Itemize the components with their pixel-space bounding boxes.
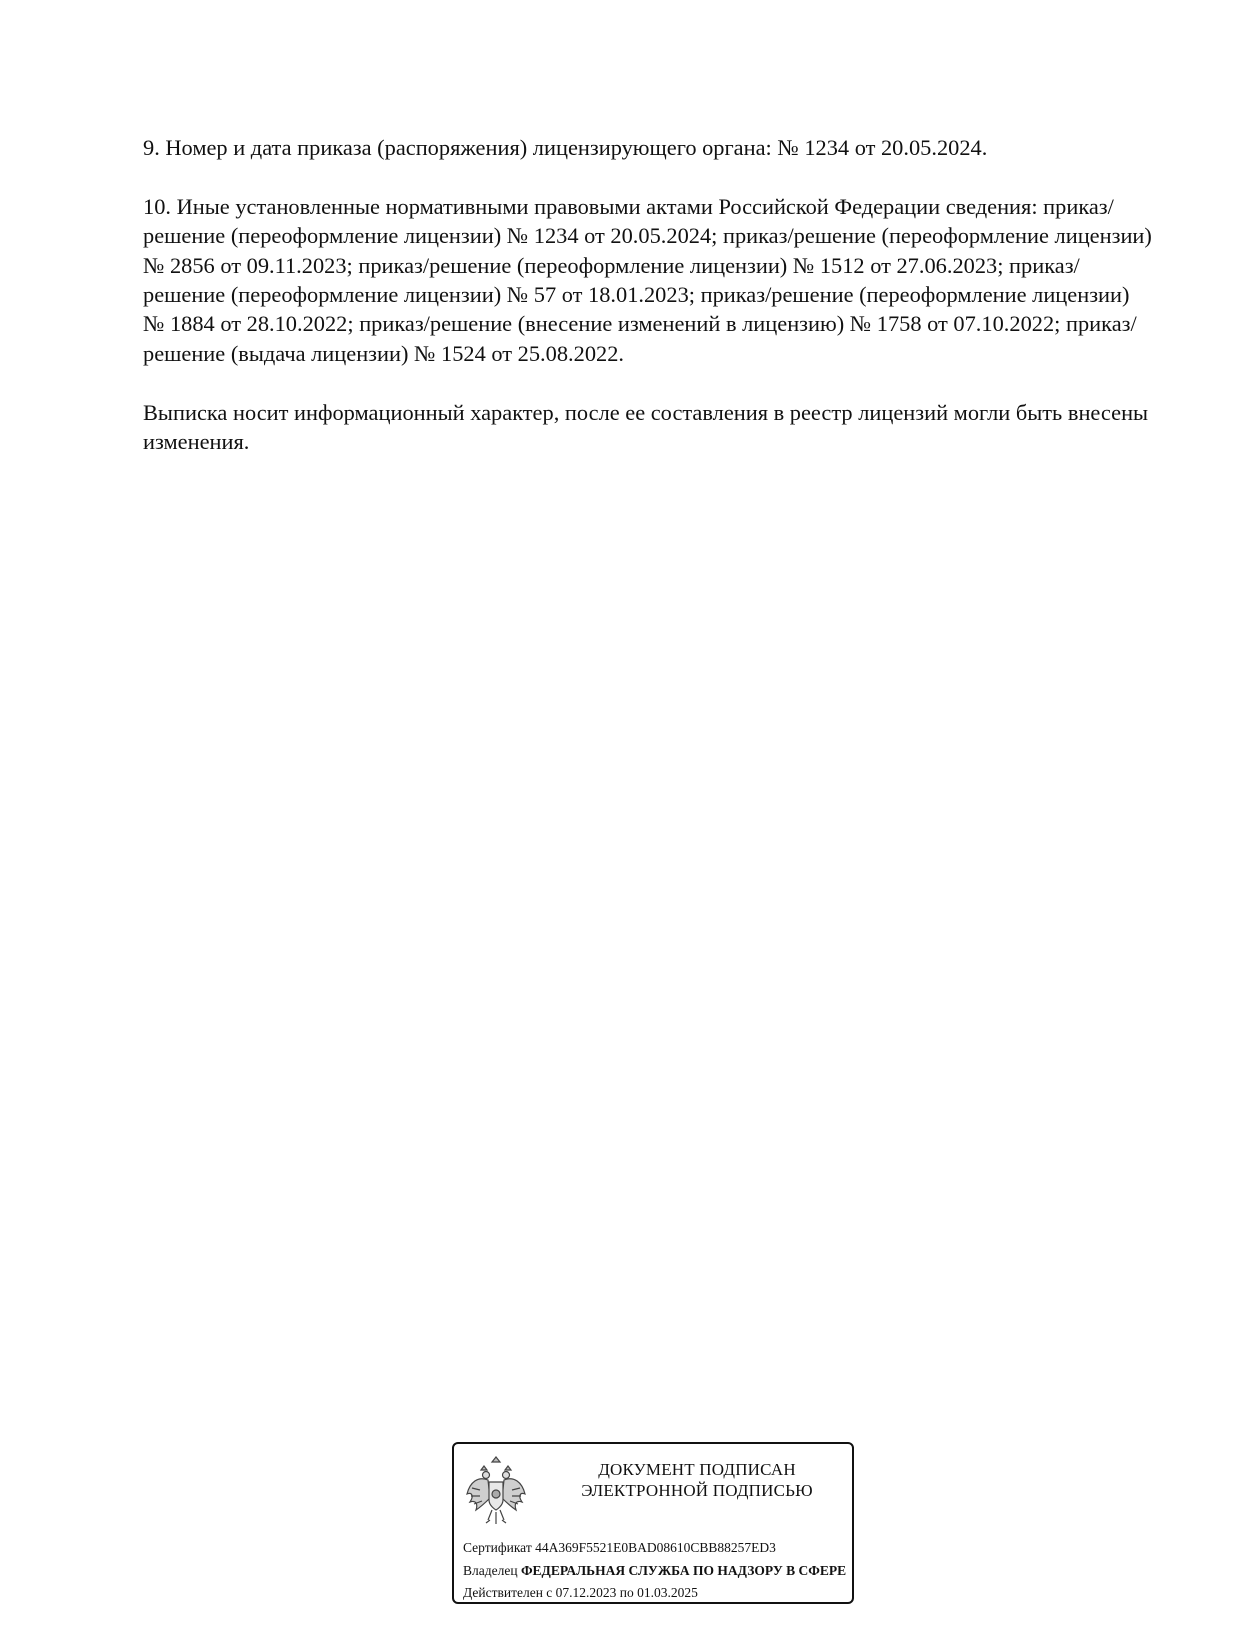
owner-value: ФЕДЕРАЛЬНАЯ СЛУЖБА ПО НАДЗОРУ В СФЕРЕ: [520, 1563, 847, 1578]
owner-label: Владелец: [463, 1563, 518, 1578]
certificate-value: 44A369F5521E0BAD08610CBB88257ED3: [535, 1540, 776, 1555]
paragraph-other-info: 10. Иные установленные нормативными правовыми актами Российской Федерации сведения: приказ/решение (переоформление лицензии) № 1234 от 20.05.2024; приказ/решение (переоформление лицензии) № 2856 от 09.11.2023; приказ/решение (переоформление лицензии) № 1512 от 27.06.2023; приказ/решение (переоформление лицензии) № 57 от 18.01.2023; приказ/решение (переоформление лицензии) № 1884 от 28.10.2022; приказ/решение (внесение изменений в лицензию) № 1758 от 07.10.2022; приказ/решение (выдача лицензии) № 1524 от 25.08.2022.: [143, 193, 1152, 366]
stamp-validity: Действителен с 07.12.2023 по 01.03.2025: [463, 1585, 698, 1600]
document-body: [143, 133, 1153, 486]
double-headed-eagle-emblem-icon: [464, 1454, 528, 1528]
stamp-title: [549, 1459, 845, 1501]
electronic-signature-stamp: [452, 1442, 854, 1604]
stamp-title-line2: ЭЛЕКТРОННОЙ ПОДПИСЬЮ: [581, 1481, 813, 1500]
stamp-certificate: [463, 1539, 776, 1556]
paragraph-disclaimer: Выписка носит информационный характер, после ее составления в реестр лицензий могли быть внесены изменения.: [143, 399, 1149, 455]
paragraph-order-number: 9. Номер и дата приказа (распоряжения) лицензирующего органа: № 1234 от 20.05.2024.: [143, 135, 988, 160]
stamp-title-line1: ДОКУМЕНТ ПОДПИСАН: [598, 1460, 796, 1479]
stamp-owner: [463, 1562, 846, 1579]
certificate-label: Сертификат: [463, 1540, 532, 1555]
